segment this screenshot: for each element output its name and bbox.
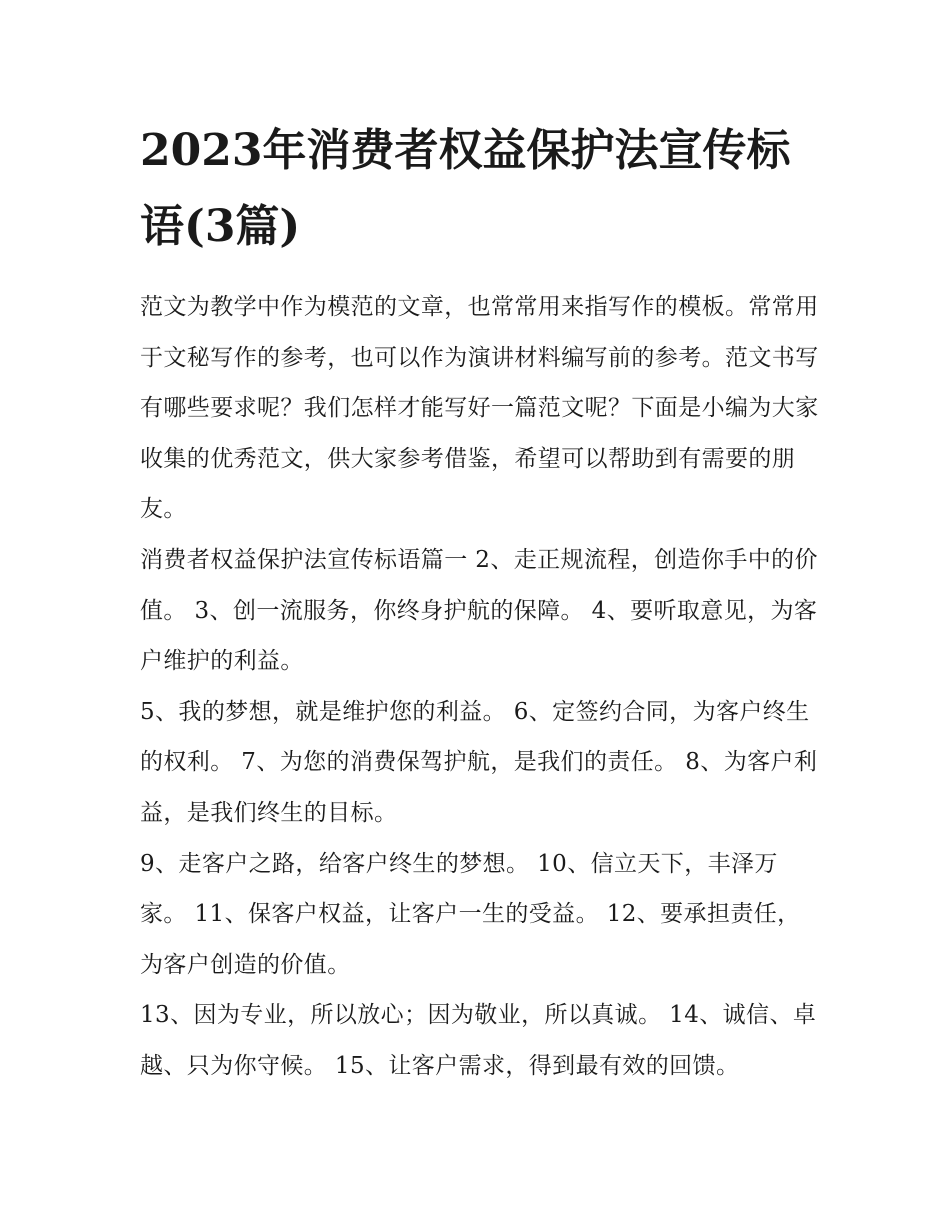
paragraph-slogans-1: 消费者权益保护法宣传标语篇一 2、走正规流程，创造你手中的价值。 3、创一流服务，你终身护航的保障。 4、要听取意见，为客户维护的利益。: [140, 546, 818, 675]
paragraph-intro: 范文为教学中作为模范的文章，也常常用来指写作的模板。常常用于文秘写作的参考，也可以作为演讲材料编写前的参考。范文书写有哪些要求呢？我们怎样才能写好一篇范文呢？下面是小编为大家收集的优秀范文，供大家参考借鉴，希望可以帮助到有需要的朋友。: [140, 294, 819, 523]
paragraph-slogans-3: 9、走客户之路，给客户终生的梦想。 10、信立天下，丰泽万家。 11、保客户权益，让客户一生的受益。 12、要承担责任，为客户创造的价值。: [140, 850, 801, 978]
document-body: [140, 282, 820, 1092]
document-title: 2023年消费者权益保护法宣传标语(3篇): [140, 125, 791, 252]
paragraph-slogans-2: 5、我的梦想，就是维护您的利益。 6、定签约合同，为客户终生的权利。 7、为您的消费保驾护航，是我们的责任。 8、为客户利益，是我们终生的目标。: [140, 698, 818, 826]
paragraph-slogans-4: 13、因为专业，所以放心；因为敬业，所以真诚。 14、诚信、卓越、只为你守候。 15、让客户需求，得到最有效的回馈。: [140, 1002, 817, 1079]
